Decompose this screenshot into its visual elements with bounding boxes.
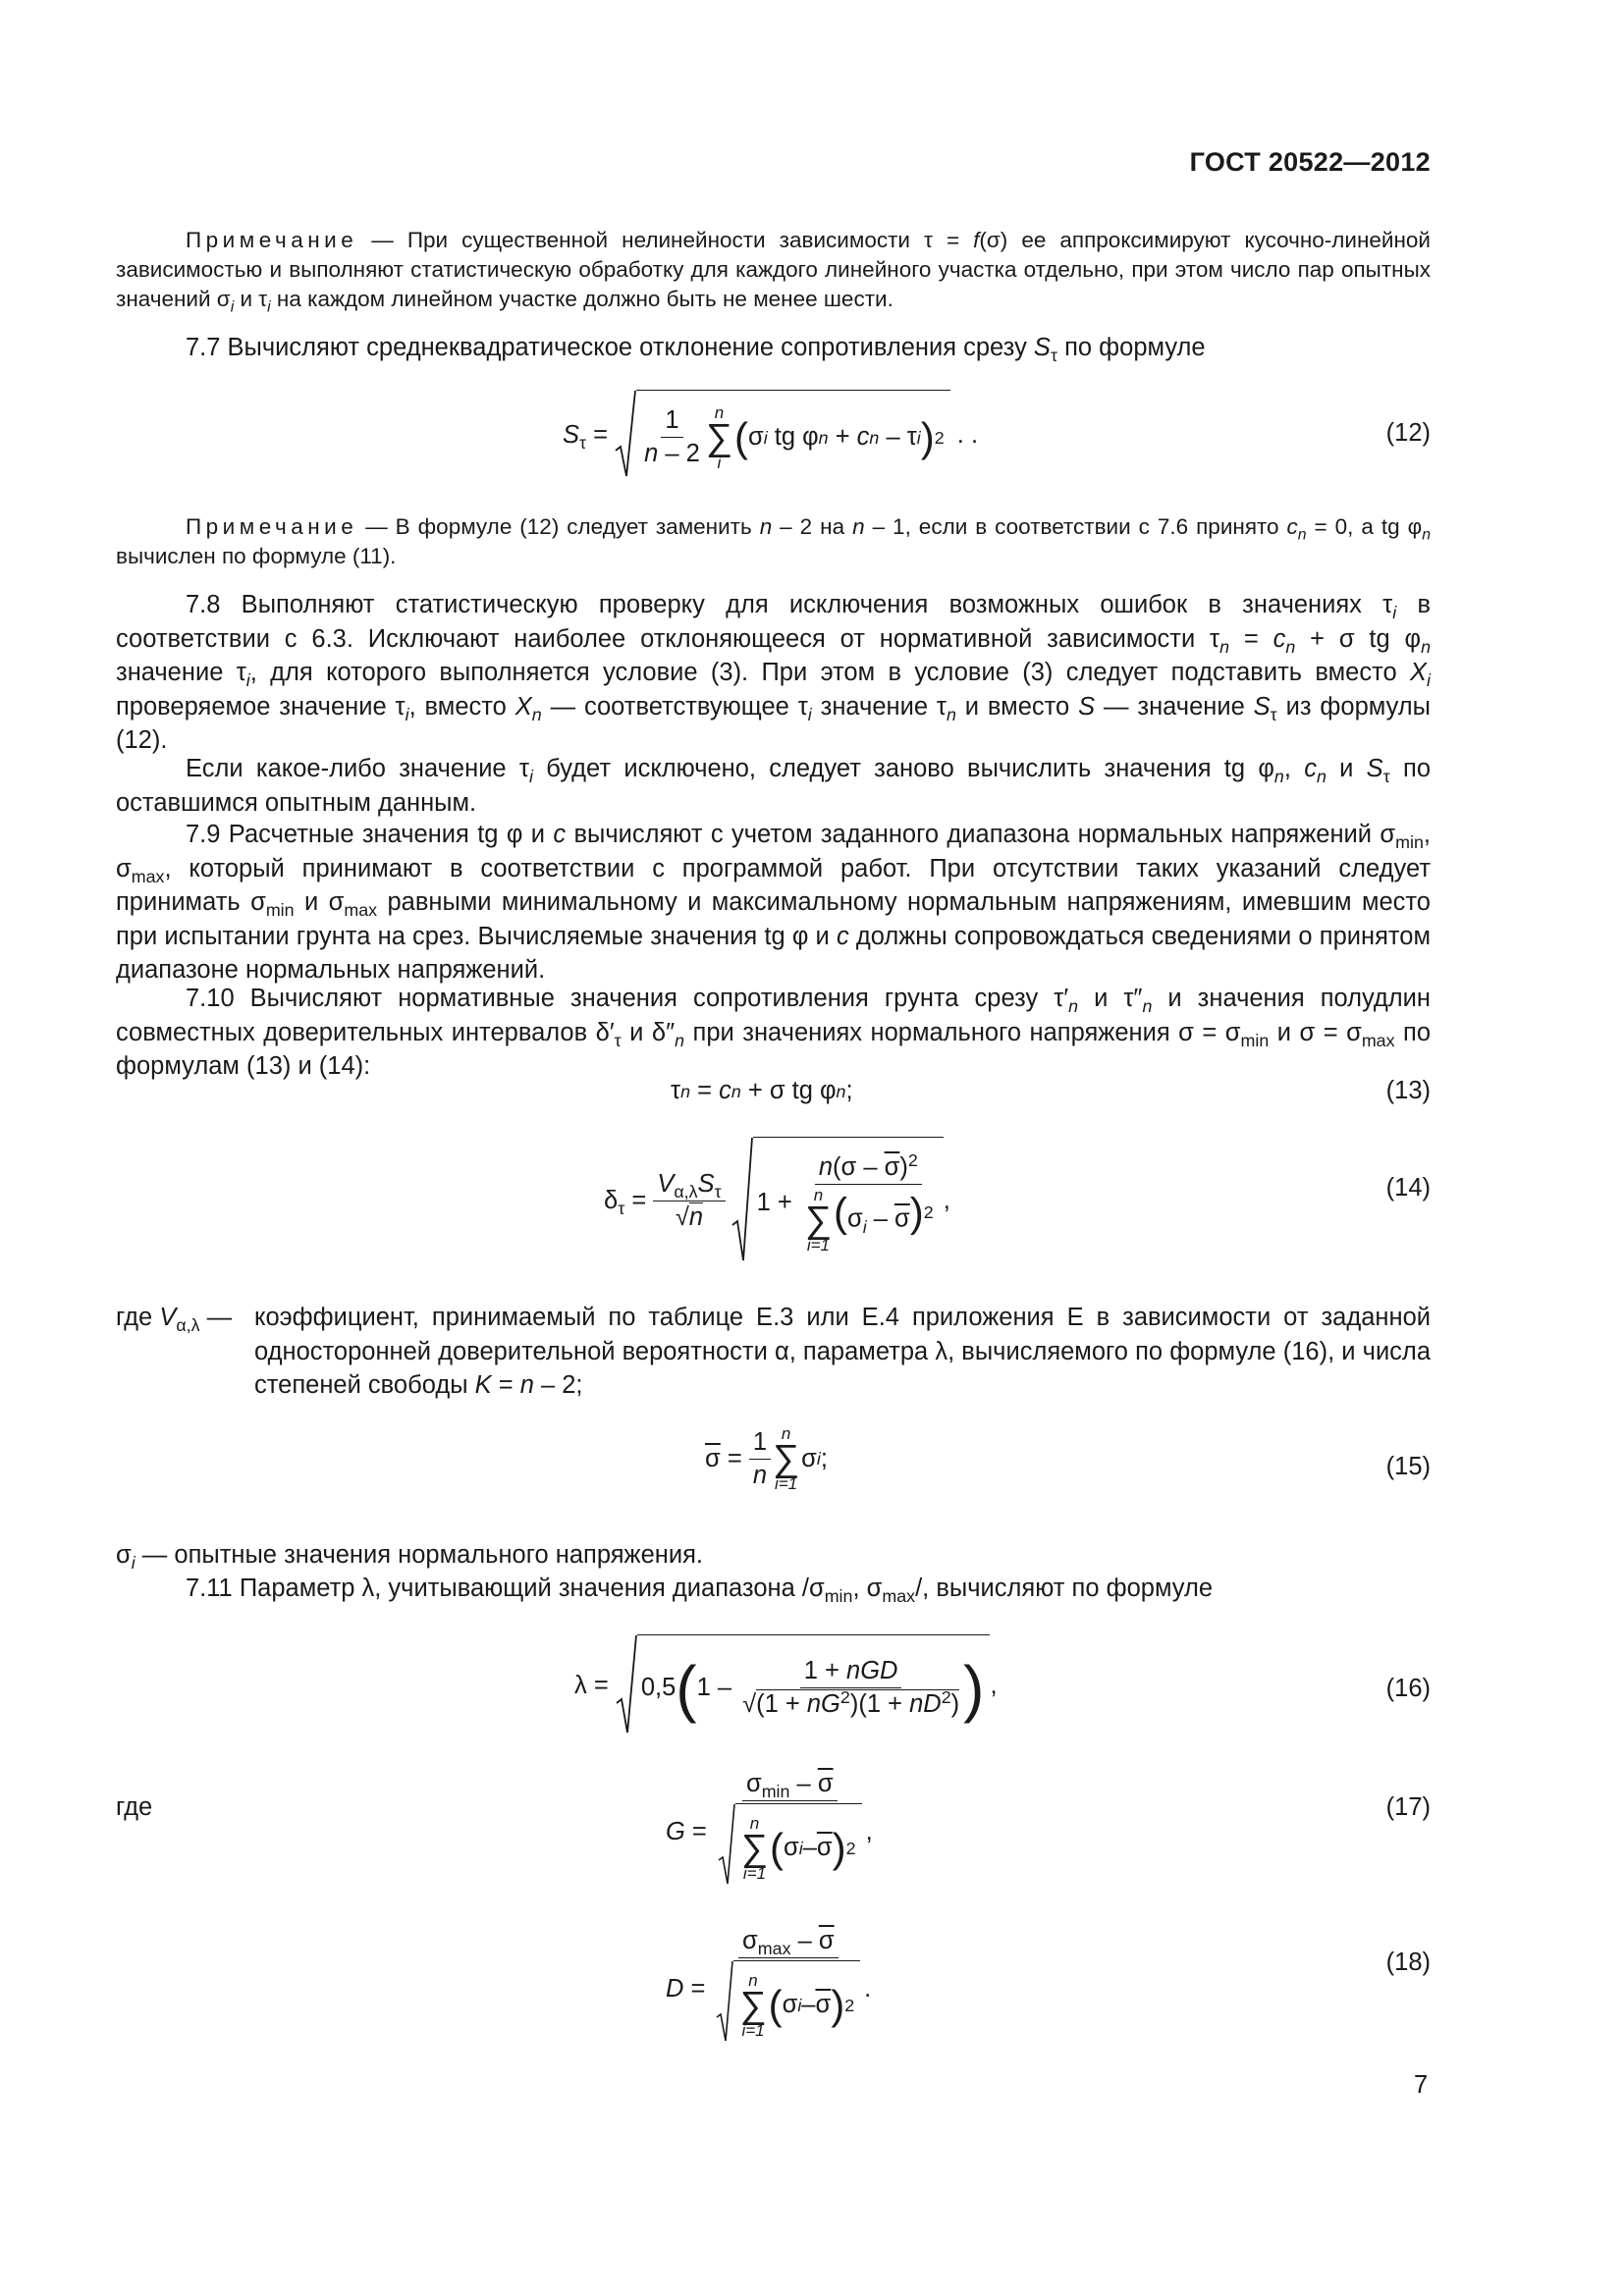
note-1-label: Примечание	[186, 228, 358, 252]
equation-18-body: D = $\sigma_{max} - \overline{\sigma}$ n ∑ i=1 ( σ i – $\overline{\sigma}$ ) 2 .	[666, 1927, 871, 2052]
paragraph-7-8-cont: Если какое-либо значение $\tau_i$ будет исключено, следует заново вычислить значения tg $\varphi_n$, $c_n$ и $S_\tau$ по оставшимся опытным данным.	[116, 755, 1432, 817]
equation-12-number: (12)	[1385, 419, 1431, 447]
definition-sigma-i: $\sigma_i$ — опытные значения нормального напряжения.	[116, 1541, 703, 1574]
equation-18-number: (18)	[1385, 1949, 1431, 1976]
paragraph-7-7: 7.7 Вычисляют среднеквадратическое отклонение сопротивления срезу $S_\tau$ по формуле	[186, 334, 1206, 366]
where-label: где	[116, 1793, 153, 1821]
note-1: Примечание — При существенной нелинейности зависимости τ = f(σ) ее аппроксимируют кусочно-линейной зависимостью и выполняют статистическую обработку для каждого линейного участка отдельно, при этом число пар опытных значений $\sigma_i$ и $\tau_i$ на каждом линейном участке должно быть не менее шести.	[116, 228, 1431, 316]
definition-V-term: где $V_{\alpha,\lambda}$ —	[116, 1304, 233, 1336]
paragraph-7-8: 7.8 Выполняют статистическую проверку для исключения возможных ошибок в значениях $\tau_i$ в соответствии с 6.3. Исключают наиболее отклоняющееся от нормативной зависимости $\tau_n = c_n + \sigma$ tg $\varphi_n$ значение $\tau_i$, для которого выполняется условие (3). При этом в условие (3) следует подставить вместо $X_i$ проверяемое значение $\tau_i$, вместо $X_n$ — соответствующее $\tau_i$ значение $\tau_n$ и вместо S — значение $S_\tau$ из формулы (12).	[116, 591, 1432, 754]
equation-12-body: $S_\tau$ = $\frac{1}{n - 2}$ n ∑ i ( σ i tg φ n + c n – τ i ) 2 . .	[563, 390, 978, 480]
note-2: Примечание — В формуле (12) следует заменить n – 2 на n – 1, если в соответствии с 7.6 принято $c_n = 0$, а tg $\varphi_n$ вычислен по формуле (11).	[116, 514, 1431, 568]
equation-18	[116, 1927, 1431, 2064]
equation-15	[116, 1425, 1431, 1514]
equation-17-number: (17)	[1385, 1793, 1431, 1821]
equation-17	[116, 1770, 1431, 1907]
equation-14-body: $\delta_\tau$ = $\frac{V_{\alpha,\lambda}S_\tau}{√n}$ 1 + $n(\sigma - \overline{\sigma})^2$ n ∑ i=1 $(\sigma_i - \overline{\sigma})^2$ ,	[604, 1137, 950, 1264]
paragraph-7-9: 7.9 Расчетные значения tg φ и c вычисляют с учетом заданного диапазона нормальных напряжений $\sigma_{min}$, $\sigma_{max}$, который принимают в соответствии с программой работ. При отсутствии таких указаний следует принимать $\sigma_{min}$ и $\sigma_{max}$ равными минимальному и максимальному нормальным напряжениям, имевшим место при испытании грунта на срез. Вычисляемые значения tg φ и c должны сопровождаться сведениями о принятом диапазоне нормальных напряжений.	[116, 821, 1432, 984]
equation-16-number: (16)	[1385, 1675, 1431, 1702]
equation-13-body: τ n = c n + σ tg φ n ;	[671, 1077, 853, 1104]
equation-17-body: G = $\sigma_{min} - \overline{\sigma}$ n ∑ i=1 ( σ i – $\overline{\sigma}$ ) 2 ,	[666, 1770, 873, 1895]
paragraph-7-10: 7.10 Вычисляют нормативные значения сопротивления грунта срезу $\tau'_n$ и $\tau''_n$ и значения полудлин совместных доверительных интервалов $\delta'_\tau$ и $\delta''_n$ при значениях нормального напряжения $\sigma = \sigma_{min}$ и $\sigma = \sigma_{max}$ по формулам (13) и (14):	[116, 985, 1432, 1080]
definition-V-text: коэффициент, принимаемый по таблице Е.3 или Е.4 приложения Е в зависимости от заданной односторонней доверительной вероятности α, параметра λ, вычисляемого по формуле (16), и числа степеней свободы K = n – 2;	[254, 1304, 1431, 1399]
equation-15-number: (15)	[1385, 1453, 1431, 1480]
note-2-label: Примечание	[186, 514, 358, 539]
page-number: 7	[1414, 2071, 1429, 2099]
definition-V	[116, 1301, 1431, 1403]
equation-16-body: λ = 0,5 ( 1 – $\frac{\text{1 + nGD}}{√(1 + nG^2)(1 + nD^2)}$ ) ,	[574, 1634, 998, 1736]
equation-15-body: $\overline{\sigma}$ = $\frac{1}{n}$ n ∑ i=1 σ i ;	[705, 1424, 828, 1493]
equation-14-number: (14)	[1385, 1174, 1431, 1201]
equation-13	[116, 1077, 1431, 1116]
paragraph-7-11: 7.11 Параметр λ, учитывающий значения диапазона $/\sigma_{min}$, $\sigma_{max}/$, вычисляют по формуле	[186, 1575, 1214, 1607]
equation-12	[116, 386, 1431, 484]
equation-13-number: (13)	[1385, 1077, 1431, 1104]
equation-16	[116, 1634, 1431, 1742]
equation-14	[116, 1137, 1431, 1274]
standard-header: ГОСТ 20522—2012	[1189, 147, 1431, 177]
